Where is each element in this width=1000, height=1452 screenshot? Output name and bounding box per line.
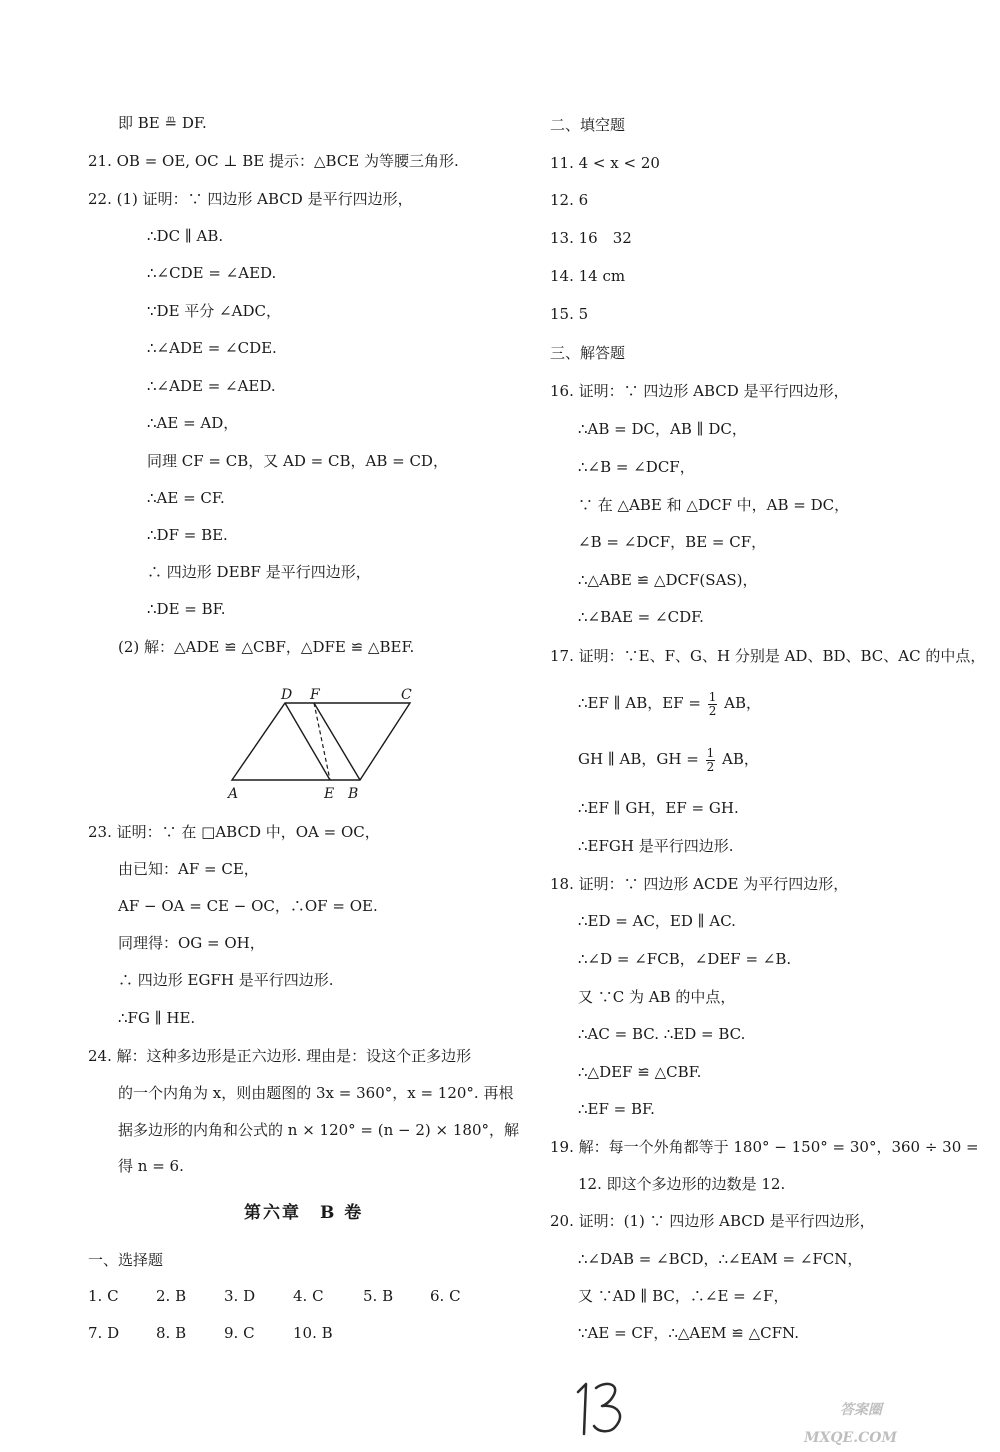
choice-answer: 8. B — [156, 1324, 187, 1342]
fraction-suffix: AB， — [722, 750, 759, 768]
choice-answer: 2. B — [156, 1287, 187, 1305]
text-line: 同理得：OG = OH， — [118, 934, 265, 952]
text-line: ∴ED = AC，ED ∥ AC. — [578, 912, 736, 930]
label-C: C — [401, 687, 412, 703]
text-line: ∴∠ADE = ∠CDE. — [147, 339, 277, 357]
text-line: ∴EF = BF. — [578, 1100, 655, 1118]
text-line: 即 BE ≞ DF. — [118, 114, 207, 132]
text-line: 由已知：AF = CE， — [118, 860, 259, 878]
text-line: 15. 5 — [550, 305, 589, 323]
fraction-half — [708, 691, 718, 718]
text-line: ∴AB = DC，AB ∥ DC， — [578, 420, 747, 438]
text-line: ∵AE = CF，∴△AEM ≌ △CFN. — [578, 1324, 799, 1342]
parallelogram-diagram — [220, 682, 430, 804]
fraction-prefix: ∴EF ∥ AB，EF = — [578, 694, 701, 712]
fraction-numerator: 1 — [706, 745, 715, 760]
text-line: 同理 CF = CB，又 AD = CB，AB = CD， — [147, 452, 448, 470]
fraction-suffix: AB， — [724, 694, 761, 712]
choice-row — [88, 1323, 488, 1343]
text-line: 11. 4 < x < 20 — [550, 154, 660, 172]
text-line: 22. (1) 证明：∵ 四边形 ABCD 是平行四边形， — [88, 190, 413, 208]
text-line: ∴∠BAE = ∠CDF. — [578, 608, 704, 626]
chapter-title: 第六章 B 卷 — [244, 1203, 364, 1223]
text-line: 又 ∵AD ∥ BC，∴∠E = ∠F， — [578, 1287, 789, 1305]
fraction-denominator: 2 — [708, 703, 717, 718]
text-line: 18. 证明：∵ 四边形 ACDE 为平行四边形， — [550, 875, 849, 893]
text-line: ∴DF = BE. — [147, 526, 228, 544]
text-line: 的一个内角为 x，则由题图的 3x = 360°，x = 120°. 再根 — [118, 1084, 514, 1102]
text-line: (2) 解：△ADE ≌ △CBF，△DFE ≌ △BEF. — [118, 638, 415, 656]
text-line: ∴∠ADE = ∠AED. — [147, 377, 276, 395]
fraction-line — [578, 744, 759, 774]
label-A: A — [228, 786, 239, 802]
text-line: 13. 16 32 — [550, 229, 632, 247]
text-line: ∴AC = BC. ∴ED = BC. — [578, 1025, 746, 1043]
text-line: 19. 解：每一个外角都等于 180° − 150° = 30°，360 ÷ 30 = — [550, 1138, 979, 1156]
section-heading: 二、填空题 — [550, 116, 626, 134]
choice-answer: 4. C — [293, 1287, 324, 1305]
fraction-half — [706, 747, 716, 774]
choice-answer: 10. B — [293, 1324, 333, 1342]
choice-answer: 1. C — [88, 1287, 119, 1305]
text-line: ∴DC ∥ AB. — [147, 227, 224, 245]
section-heading: 一、选择题 — [88, 1251, 164, 1269]
fraction-numerator: 1 — [708, 689, 717, 704]
text-line: ∴EF ∥ GH，EF = GH. — [578, 799, 739, 817]
text-line: 23. 证明：∵ 在 □ABCD 中，OA = OC， — [88, 823, 380, 841]
text-line: ∴△ABE ≌ △DCF(SAS)， — [578, 571, 758, 589]
text-line: ∴△DEF ≌ △CBF. — [578, 1063, 702, 1081]
text-line: ∴DE = BF. — [147, 600, 226, 618]
text-line: 20. 证明：(1) ∵ 四边形 ABCD 是平行四边形， — [550, 1212, 875, 1230]
label-D: D — [281, 687, 293, 703]
watermark-logo — [800, 1380, 995, 1446]
section-heading: 三、解答题 — [550, 344, 626, 362]
text-line: 据多边形的内角和公式的 n × 120° = (n − 2) × 180°，解 — [118, 1121, 520, 1139]
text-line: ∴∠CDE = ∠AED. — [147, 264, 277, 282]
choice-answer: 6. C — [430, 1287, 461, 1305]
text-line: ∵ 在 △ABE 和 △DCF 中，AB = DC， — [578, 496, 850, 514]
text-line: ∴FG ∥ HE. — [118, 1009, 196, 1027]
choice-row — [88, 1286, 488, 1306]
text-line: ∴ 四边形 EGFH 是平行四边形. — [118, 971, 334, 989]
choice-answer: 7. D — [88, 1324, 120, 1342]
text-line: ∴∠DAB = ∠BCD，∴∠EAM = ∠FCN， — [578, 1250, 863, 1268]
label-F: F — [310, 687, 320, 703]
text-line: ∴EFGH 是平行四边形. — [578, 837, 734, 855]
text-line: 21. OB = OE, OC ⊥ BE 提示：△BCE 为等腰三角形. — [88, 152, 459, 170]
fraction-prefix: GH ∥ AB，GH = — [578, 750, 699, 768]
text-line: 16. 证明：∵ 四边形 ABCD 是平行四边形， — [550, 382, 849, 400]
label-B: B — [348, 786, 359, 802]
handwritten-page-number — [572, 1378, 632, 1440]
choice-answer: 9. C — [224, 1324, 255, 1342]
text-line: 14. 14 cm — [550, 267, 626, 285]
text-line: 12. 即这个多边形的边数是 12. — [578, 1175, 786, 1193]
text-line: ∠B = ∠DCF，BE = CF， — [578, 533, 767, 551]
choice-answer: 5. B — [363, 1287, 394, 1305]
fraction-denominator: 2 — [706, 759, 715, 774]
svg-text:答案圈: 答案圈 — [840, 1402, 882, 1418]
text-line: ∴∠B = ∠DCF， — [578, 458, 695, 476]
text-line: 得 n = 6. — [118, 1157, 184, 1175]
text-line: 又 ∵C 为 AB 的中点， — [578, 988, 736, 1006]
text-line: ∴∠D = ∠FCB，∠DEF = ∠B. — [578, 950, 792, 968]
choice-answer: 3. D — [224, 1287, 256, 1305]
text-line: 24. 解：这种多边形是正六边形. 理由是：设这个正多边形 — [88, 1047, 472, 1065]
text-line: AF − OA = CE − OC，∴OF = OE. — [118, 897, 378, 915]
label-E: E — [324, 786, 335, 802]
fraction-line — [578, 688, 761, 718]
text-line: 12. 6 — [550, 191, 589, 209]
text-line: ∴ 四边形 DEBF 是平行四边形， — [147, 563, 371, 581]
text-line: 17. 证明：∵E、F、G、H 分别是 AD、BD、BC、AC 的中点， — [550, 647, 986, 665]
text-line: ∴AE = AD， — [147, 414, 239, 432]
text-line: ∴AE = CF. — [147, 489, 225, 507]
text-line: ∵DE 平分 ∠ADC， — [147, 302, 281, 320]
svg-text:MXQE.COM: MXQE.COM — [804, 1430, 897, 1446]
